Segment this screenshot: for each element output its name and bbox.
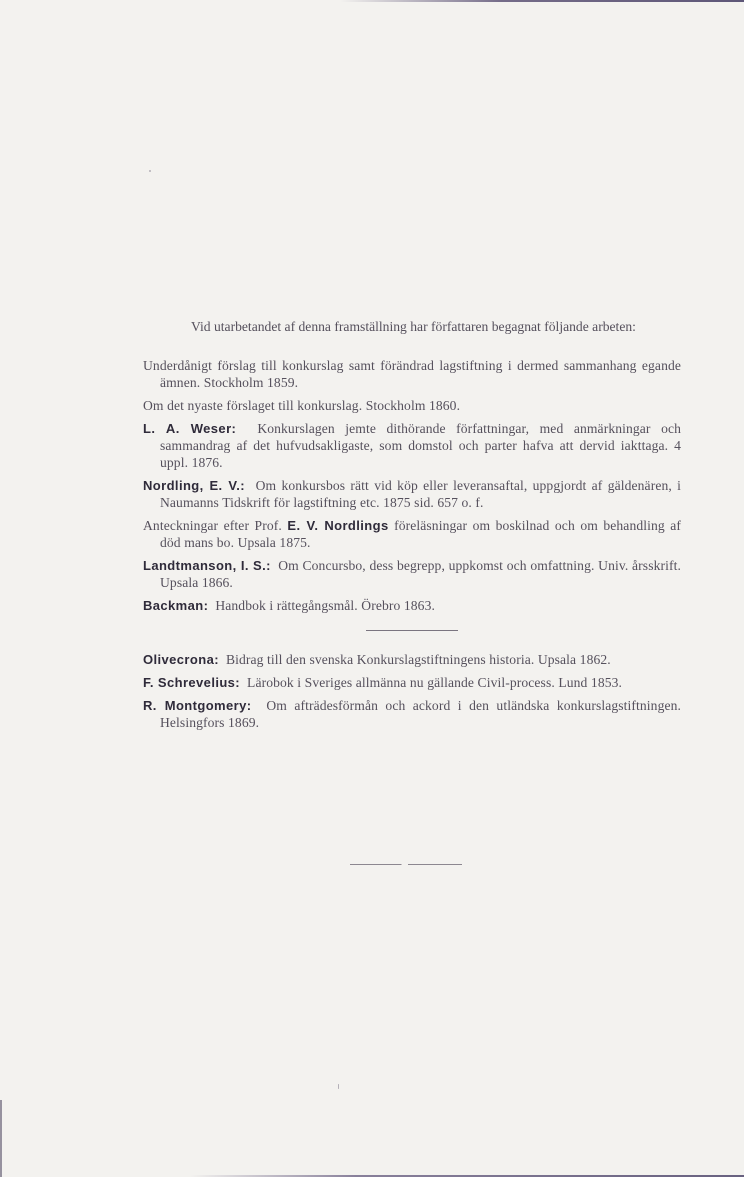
entry-text: Om Concursbo, dess begrepp, uppkomst och omfattning. Univ. årsskrift. Upsala 1866. xyxy=(160,558,681,590)
bibliography-entry xyxy=(143,597,681,614)
entry-text: Om afträdesförmån och ackord i den utländska konkurslagstiftningen. Helsingfors 1869. xyxy=(160,698,681,730)
entry-author: Nordling, E. V.: xyxy=(143,478,245,493)
entry-text: Handbok i rättegångsmål. Örebro 1863. xyxy=(215,598,435,613)
bibliography-group-2 xyxy=(143,651,681,731)
section-divider xyxy=(366,630,458,631)
bibliography-entry xyxy=(143,651,681,668)
entry-text: Konkurslagen jemte dithörande författningar, med anmärkningar och sammandrag af det hufvudsakligaste, som domstol och parter hafva att dervid iakttaga. 4 uppl. 1876. xyxy=(160,421,681,470)
bibliography-entry xyxy=(143,674,681,691)
entry-author-inline: E. V. Nordlings xyxy=(287,518,389,533)
entry-text: Underdånigt förslag till konkurslag samt förändrad lagstiftning i dermed sammanhang egande ämnen. Stockholm 1859. xyxy=(143,358,681,390)
entry-text: Om det nyaste förslaget till konkurslag. Stockholm 1860. xyxy=(143,398,461,413)
entry-text-post: föreläsningar om boskilnad och om behandling af död mans bo. Upsala 1875. xyxy=(160,518,682,550)
bibliography-entry xyxy=(143,397,681,414)
bibliography-group-1 xyxy=(143,357,681,614)
paper-speck xyxy=(149,170,151,172)
entry-author: Olivecrona: xyxy=(143,652,219,667)
entry-author: F. Schrevelius: xyxy=(143,675,241,690)
entry-author: Backman: xyxy=(143,598,209,613)
entry-text-pre: Anteckningar efter Prof. xyxy=(143,518,282,533)
bibliography-entry xyxy=(143,517,681,551)
entry-author: R. Montgomery: xyxy=(143,698,252,713)
bibliography-entry xyxy=(143,477,681,511)
bibliography-entry xyxy=(143,557,681,591)
intro-paragraph: Vid utarbetandet af denna framställning har författaren begagnat följande arbeten: xyxy=(191,319,636,334)
paper-speck xyxy=(338,1084,339,1089)
bibliography-page xyxy=(143,318,681,737)
bibliography-entry xyxy=(143,697,681,731)
entry-author: Landtmanson, I. S.: xyxy=(143,558,271,573)
entry-author: L. A. Weser: xyxy=(143,421,237,436)
entry-text: Bidrag till den svenska Konkurslagstiftningens historia. Upsala 1862. xyxy=(225,652,611,667)
bibliography-entry xyxy=(143,357,681,391)
entry-text: Lärobok i Sveriges allmänna nu gällande Civil-process. Lund 1853. xyxy=(247,675,623,690)
bibliography-entry xyxy=(143,420,681,471)
entry-text: Om konkursbos rätt vid köp eller leveransaftal, uppgjordt af gäldenären, i Naumanns Tidskrift för lagstiftning etc. 1875 sid. 657 o. f. xyxy=(160,478,682,510)
scan-edge-top xyxy=(340,0,744,2)
end-divider xyxy=(350,864,462,865)
scan-edge-left xyxy=(0,1100,2,1177)
